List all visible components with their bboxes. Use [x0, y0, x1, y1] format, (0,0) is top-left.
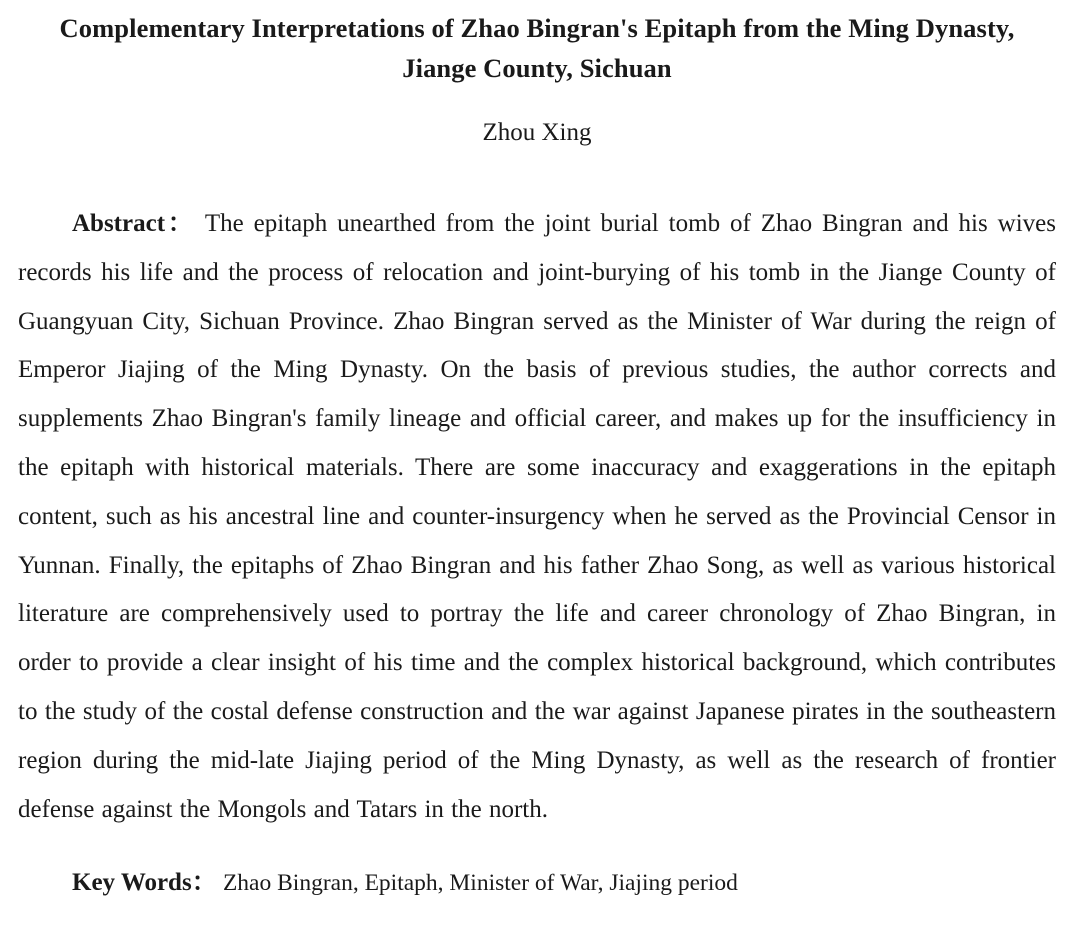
abstract-paragraph	[18, 200, 1056, 834]
keywords-label: Key Words：	[72, 869, 217, 897]
abstract-label: Abstract：	[72, 210, 196, 237]
abstract-text: The epitaph unearthed from the joint burial tomb of Zhao Bingran and his wives records his life and the process of relocation and joint-burying of his tomb in the Jiange County of Guangyuan City, Sichuan Province. Zhao Bingran served as the Minister of War during the reign of Emperor Jiajing of the Ming Dynasty. On the basis of previous studies, the author corrects and supplements Zhao Bingran's family lineage and official career, and makes up for the insufficiency in the epitaph with historical materials. There are some inaccuracy and exaggerations in the epitaph content, such as his ancestral line and counter-insurgency when he served as the Provincial Censor in Yunnan. Finally, the epitaphs of Zhao Bingran and his father Zhao Song, as well as various historical literature are comprehensively used to portray the life and career chronology of Zhao Bingran, in order to provide a clear insight of his time and the complex historical background, which contributes to the study of the costal defense construction and the war against Japanese pirates in the southeastern region during the mid-late Jiajing period of the Ming Dynasty, as well as the research of frontier defense against the Mongols and Tatars in the north.	[18, 210, 1056, 823]
keywords-line	[18, 859, 1056, 907]
keywords-text: Zhao Bingran, Epitaph, Minister of War, Jiajing period	[222, 870, 738, 897]
paper-author: Zhou Xing	[482, 119, 592, 146]
paper-title-line-2: Jiange County, Sichuan	[402, 53, 672, 83]
paper-title	[18, 0, 1056, 88]
paper-title-line-1: Complementary Interpretations of Zhao Bingran's Epitaph from the Ming Dynasty,	[59, 13, 1015, 43]
